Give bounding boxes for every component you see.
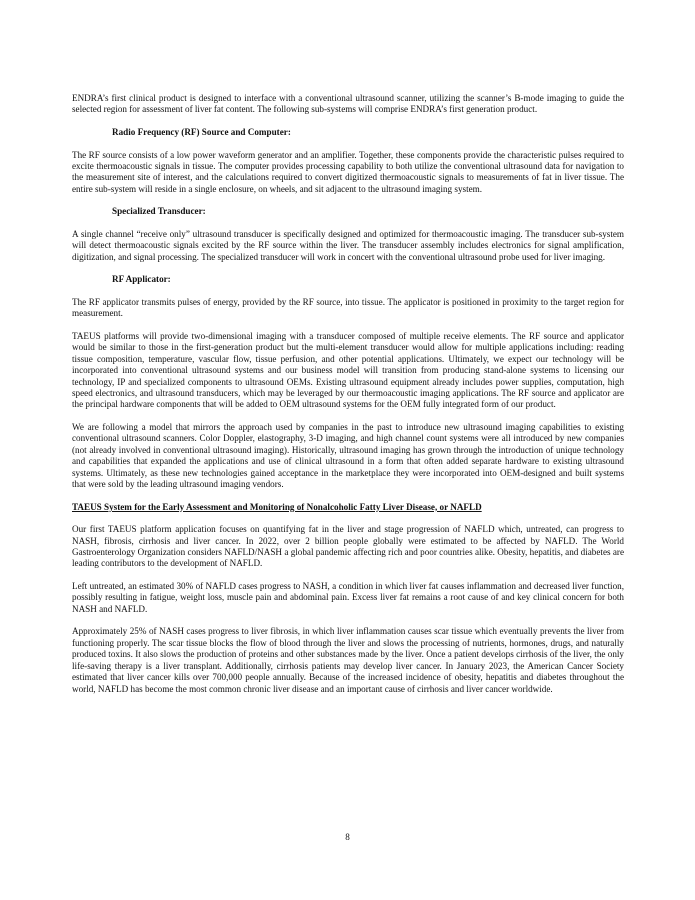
rf-source-paragraph: The RF source consists of a low power waveform generator and an amplifier. Together, these components provide the characteristic pulses required to excite thermoacoustic signals in tissue. The computer provides processing capability to both utilize the conventional ultrasound data for navigation to the measurement site of interest, and the calculations required to convert digitized thermoacoustic signals to measurements of fat in liver tissue. The entire sub-system will reside in a single enclosure, on wheels, and sit adjacent to the ultrasound imaging system. [72, 149, 624, 194]
nafld-section-heading: TAEUS System for the Early Assessment and Monitoring of Nonalcoholic Fatty Liver Disease, or NAFLD [72, 501, 482, 512]
intro-paragraph: ENDRA’s first clinical product is designed to interface with a conventional ultrasound scanner, utilizing the scanner’s B-mode imaging to guide the selected region for assessment of liver fat content. The following sub-systems will comprise ENDRA’s first generation product. [72, 93, 624, 115]
nafld-paragraph-2: Left untreated, an estimated 30% of NAFLD cases progress to NASH, a condition in which liver fat causes inflammation and decreased liver function, possibly resulting in fatigue, weight loss, muscle pain and abdominal pain. Excess liver fat remains a root cause of and key clinical concern for both NASH and NAFLD. [72, 581, 624, 614]
document-page [72, 93, 624, 706]
transducer-paragraph: A single channel “receive only” ultrasound transducer is specifically designed and optimized for thermoacoustic imaging. The transducer sub-system will detect thermoacoustic signals excited by the RF source within the liver. The transducer assembly includes electronics for signal amplification, digitization, and signal processing. The specialized transducer will work in concert with the conventional ultrasound probe used for liver imaging. [72, 229, 624, 262]
taeus-platforms-paragraph: TAEUS platforms will provide two-dimensional imaging with a transducer composed of multiple receive elements. The RF source and applicator would be similar to those in the first-generation product but the multi-element transducer would allow for multiple applications including: reading tissue composition, temperature, vascular flow, tissue perfusion, and other potential applications. Ultimately, we expect our technology will be incorporated into conventional ultrasound systems and our business model will transition from producing stand-alone systems to licensing our technology, IP and specialized components to ultrasound OEMs. Existing ultrasound equipment already includes power supplies, computation, high speed electronics, and ultrasound transducers, which may be leveraged by our thermoacoustic imaging applications. The RF source and applicator are the principal hardware components that will be added to OEM ultrasound systems for the OEM fully integrated form of our product. [72, 331, 624, 410]
nafld-paragraph-3: Approximately 25% of NASH cases progress to liver fibrosis, in which liver inflammation causes scar tissue which eventually prevents the liver from functioning properly. The scar tissue blocks the flow of blood through the liver and slows the processing of nutrients, hormones, drugs, and naturally produced toxins. It also slows the production of proteins and other substances made by the liver. Once a patient develops cirrhosis of the liver, the only life-saving therapy is a liver transplant. Additionally, cirrhosis patients may develop liver cancer. In January 2023, the American Cancer Society estimated that liver cancer kills over 700,000 people annually. Because of the increased incidence of obesity, hepatitis and diabetes throughout the world, NAFLD has become the most common chronic liver disease and an important cause of cirrhosis and liver cancer worldwide. [72, 626, 624, 694]
nafld-paragraph-1: Our first TAEUS platform application focuses on quantifying fat in the liver and stage progression of NAFLD which, untreated, can progress to NASH, fibrosis, cirrhosis and liver cancer. In 2022, over 2 billion people globally were estimated to be affected by NAFLD. The World Gastroenterology Organization considers NAFLD/NASH a global pandemic affecting rich and poor countries alike. Obesity, hepatitis, and diabetes are leading contributors to the development of NAFLD. [72, 524, 624, 569]
applicator-heading: RF Applicator: [112, 274, 171, 285]
business-model-paragraph: We are following a model that mirrors the approach used by companies in the past to introduce new ultrasound imaging capabilities to existing conventional ultrasound scanners. Color Doppler, elastography, 3-D imaging, and high channel count systems were all introduced by new companies (not already involved in conventional ultrasound imaging). Historically, ultrasound imaging has grown through the introduction of unique technology and capabilities that expanded the applications and use of clinical ultrasound in a form that often added separate hardware to existing ultrasound systems. Ultimately, as these new technologies gained acceptance in the marketplace they were incorporated into OEM-designed and built systems that were sold by the leading ultrasound imaging vendors. [72, 422, 624, 490]
applicator-paragraph: The RF applicator transmits pulses of energy, provided by the RF source, into tissue. The applicator is positioned in proximity to the target region for measurement. [72, 297, 624, 319]
rf-source-heading: Radio Frequency (RF) Source and Computer: [112, 127, 291, 137]
page-number: 8 [345, 832, 350, 842]
transducer-heading: Specialized Transducer: [112, 206, 206, 217]
